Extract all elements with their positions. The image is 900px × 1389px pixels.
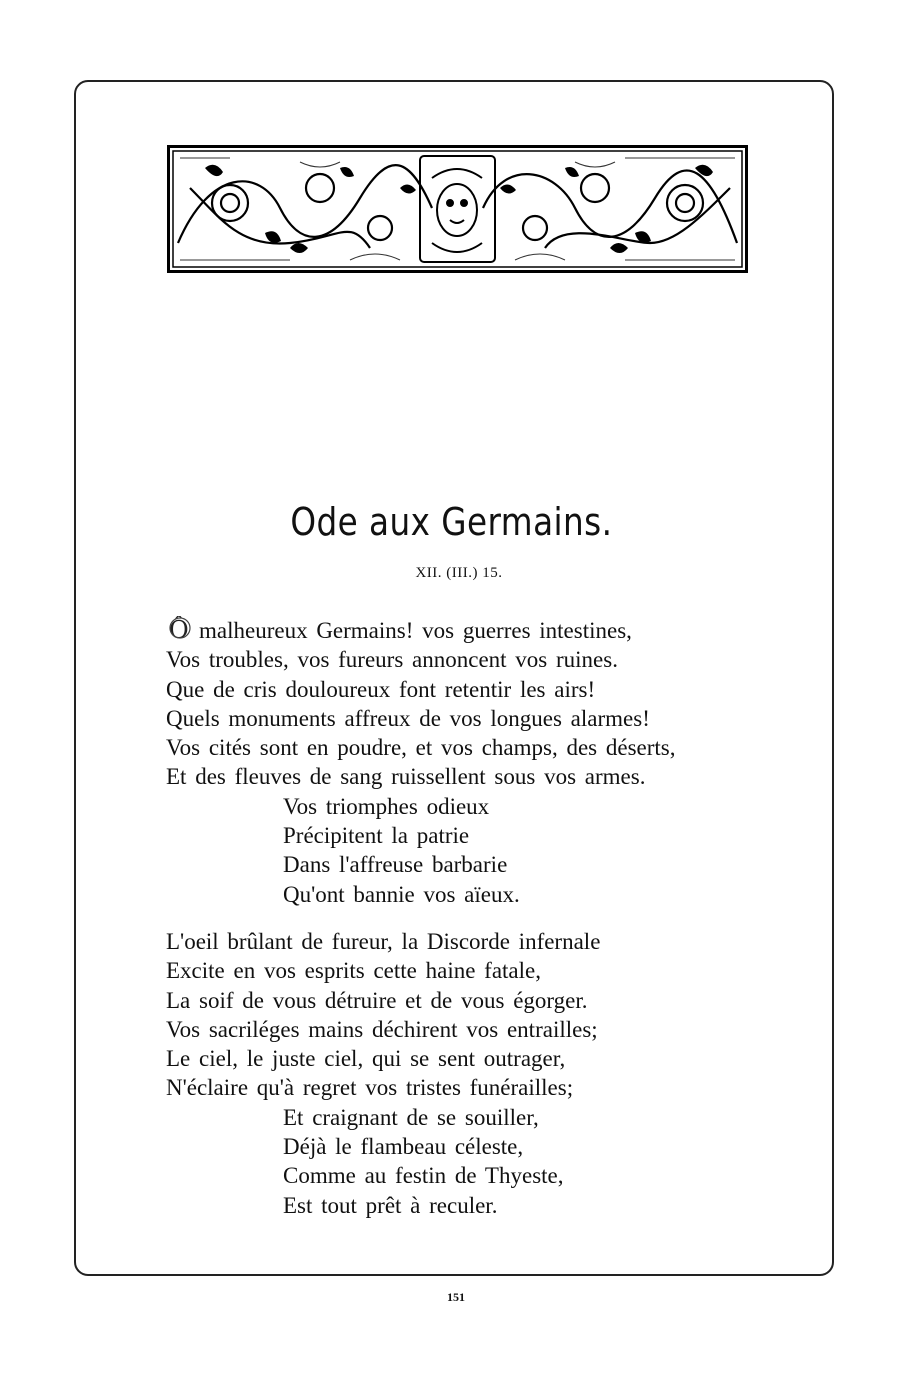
foliage-scroll-ornament	[170, 148, 745, 270]
verse-line: Vos troubles, vos fureurs annoncent vos ruines.	[166, 647, 618, 673]
verse-line: N'éclaire qu'à regret vos tristes funérailles;	[166, 1075, 574, 1101]
verse-line: Que de cris douloureux font retentir les airs!	[166, 676, 596, 702]
verse-line-indented: Comme au festin de Thyeste,	[283, 1163, 564, 1189]
poem-body	[166, 616, 806, 1220]
stanza-break	[166, 909, 806, 927]
poem-reference: XII. (III.) 15.	[415, 565, 503, 581]
stanza-1	[166, 616, 806, 909]
verse-line-indented: Qu'ont bannie vos aïeux.	[283, 881, 520, 907]
verse-line-indented: Et craignant de se souiller,	[283, 1104, 539, 1130]
page-number: 151	[447, 1290, 465, 1304]
verse-line: Vos cités sont en poudre, et vos champs, des déserts,	[166, 735, 676, 761]
verse-line-indented: Vos triomphes odieux	[283, 793, 490, 819]
headpiece-ornament	[167, 145, 748, 273]
ornate-dropcap-letter	[166, 616, 196, 642]
stanza-2	[166, 927, 806, 1220]
verse-line: Quels monuments affreux de vos longues alarmes!	[166, 705, 650, 731]
verse-line-indented: Déjà le flambeau céleste,	[283, 1134, 524, 1160]
verse-line: Le ciel, le juste ciel, qui se sent outrager,	[166, 1046, 566, 1072]
verse-line: Excite en vos esprits cette haine fatale,	[166, 958, 541, 984]
verse-line-indented: Dans l'affreuse barbarie	[283, 852, 508, 878]
poem-title: Ode aux Germains.	[290, 500, 613, 544]
verse-line: La soif de vous détruire et de vous égorger.	[166, 987, 588, 1013]
verse-text: malheureux Germains! vos guerres intestines,	[199, 618, 632, 643]
svg-text:Ô: Ô	[169, 616, 189, 642]
verse-line: Vos sacriléges mains déchirent vos entrailles;	[166, 1016, 598, 1042]
verse-line: Et des fleuves de sang ruissellent sous vos armes.	[166, 764, 646, 790]
mask-face	[420, 156, 495, 262]
verse-line: L'oeil brûlant de fureur, la Discorde infernale	[166, 928, 601, 954]
verse-line-indented: Précipitent la patrie	[283, 823, 470, 849]
verse-line-indented: Est tout prêt à reculer.	[283, 1192, 498, 1218]
verse-line	[166, 616, 806, 645]
